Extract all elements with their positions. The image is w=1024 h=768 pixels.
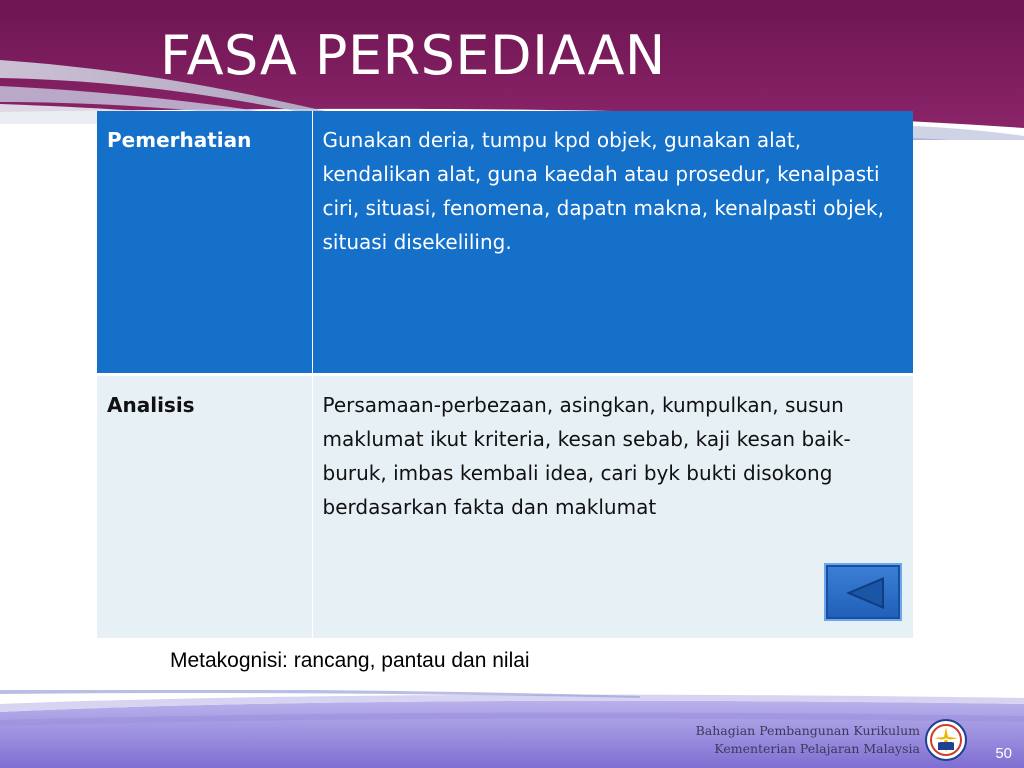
row-label: Pemerhatian <box>97 111 312 374</box>
back-button[interactable] <box>824 563 902 621</box>
org-line-2: Kementerian Pelajaran Malaysia <box>714 741 920 756</box>
row-description: Persamaan-perbezaan, asingkan, kumpulkan, susun maklumat ikut kriteria, kesan sebab, kaji kesan baik-buruk, imbas kembali idea, cari byk bukti disokong berdasarkan fakta dan maklumat <box>312 374 913 638</box>
triangle-left-icon <box>842 575 886 611</box>
footnote: Metakognisi: rancang, pantau dan nilai <box>170 649 530 672</box>
table-row <box>97 111 913 374</box>
page-number: 50 <box>995 745 1012 762</box>
row-label: Analisis <box>97 374 312 638</box>
row-description: Gunakan deria, tumpu kpd objek, gunakan alat, kendalikan alat, guna kaedah atau prosedur, kenalpasti ciri, situasi, fenomena, dapatn makna, kenalpasti objek, situasi disekeliling. <box>312 111 913 374</box>
organization-name <box>696 722 920 758</box>
slide-title: FASA PERSEDIAAN <box>160 24 666 87</box>
table-row <box>97 374 913 638</box>
org-line-1: Bahagian Pembangunan Kurikulum <box>695 723 920 738</box>
content-table <box>97 111 913 638</box>
ministry-emblem-icon <box>924 718 968 762</box>
